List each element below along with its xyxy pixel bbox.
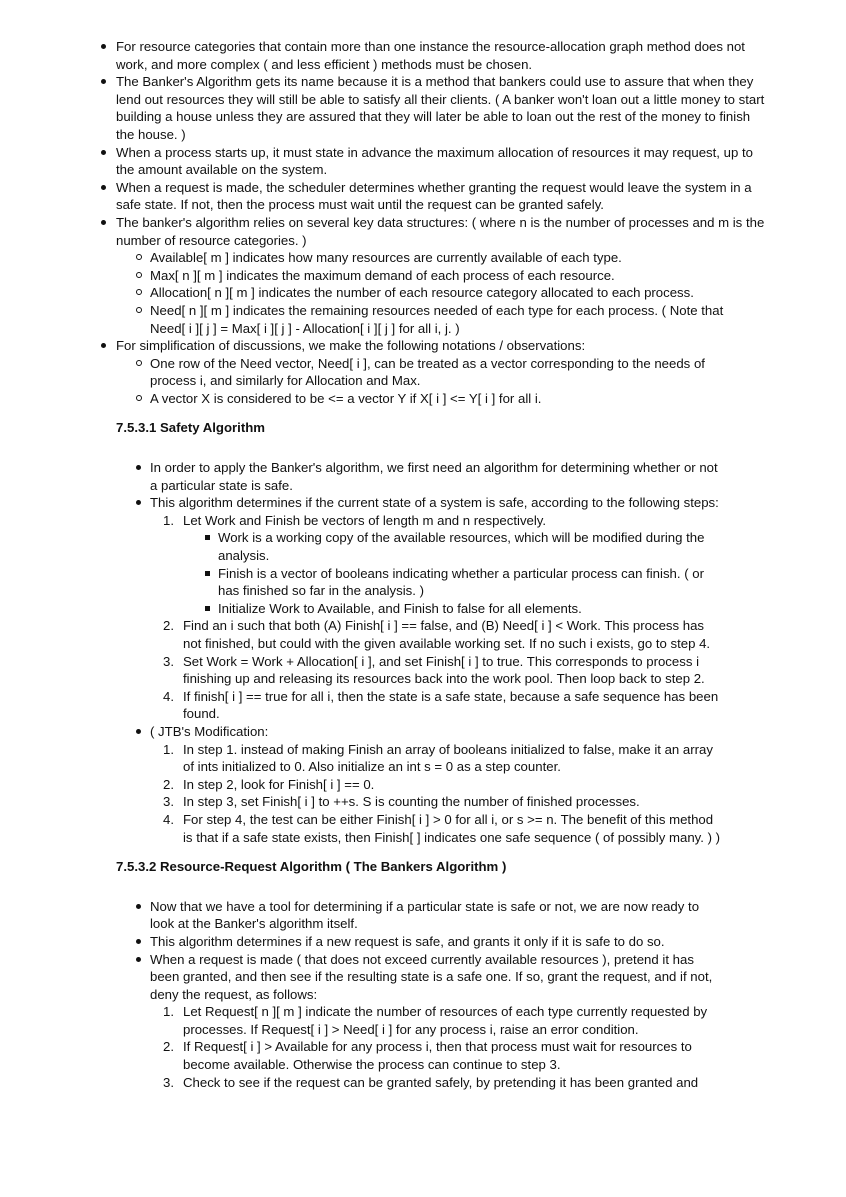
step-item [163, 1003, 723, 1038]
step-number: 3. [163, 1074, 174, 1090]
step-item [163, 617, 723, 652]
list-item: This algorithm determines if a new request is safe, and grants it only if it is safe to do so. [150, 933, 720, 951]
list-item: A vector X is considered to be <= a vector Y if X[ i ] <= Y[ i ] for all i. [150, 390, 740, 408]
step-number: 4. [163, 688, 174, 704]
data-structures-list [150, 249, 740, 337]
list-item: Allocation[ n ][ m ] indicates the number of each resource category allocated to each process. [150, 284, 740, 302]
step-text: Check to see if the request can be granted safely, by pretending it has been granted and [183, 1074, 699, 1090]
list-item: When a process starts up, it must state in advance the maximum allocation of resources it may request, up to the amount available on the system. [116, 144, 766, 179]
list-item: For resource categories that contain more than one instance the resource-allocation graph method does not work, and more complex ( and less efficient ) methods must be chosen. [116, 38, 766, 73]
list-item: In order to apply the Banker's algorithm, we first need an algorithm for determining whether or not a particular state is safe. [150, 459, 720, 494]
list-item [150, 951, 720, 1092]
step-text: Find an i such that both (A) Finish[ i ] == false, and (B) Need[ i ] < Work. This process has not finished, but could with the given available working set. If no such i exists, go to step 4. [183, 618, 711, 651]
list-item-text: The banker's algorithm relies on several key data structures: ( where n is the number of processes and m is the number of resource categories. ) [116, 214, 765, 248]
step-text: For step 4, the test can be either Finish[ i ] > 0 for all i, or s >= n. The benefit of this method is that if a safe state exists, then Finish[ ] indicates one safe sequence ( of possibly many. ) ) [183, 811, 721, 845]
notations-list [150, 355, 740, 408]
step-text: In step 2, look for Finish[ i ] == 0. [183, 776, 375, 792]
request-steps [163, 1003, 723, 1091]
list-item: Max[ n ][ m ] indicates the maximum demand of each process of each resource. [150, 267, 740, 285]
list-item: Need[ n ][ m ] indicates the remaining resources needed of each type for each process. ( Note that Need[ i ][ j ] = Max[ i ][ j ] - Allocation[ i ][ j ] for all i, j. ) [150, 302, 740, 337]
list-item [116, 214, 766, 337]
list-item-text: This algorithm determines if the current state of a system is safe, according to the following steps: [150, 495, 719, 511]
intro-list [116, 38, 766, 407]
step-number: 4. [163, 811, 174, 827]
step-text: Let Request[ n ][ m ] indicate the number of resources of each type currently requested by processes. If Request[ i ] > Need[ i ] for any process i, raise an error condition. [183, 1004, 708, 1037]
list-item [150, 494, 720, 723]
step-item [163, 688, 723, 723]
request-list [150, 898, 720, 1092]
step-text: Set Work = Work + Allocation[ i ], and set Finish[ i ] to true. This corresponds to process i finishing up and releasing its resources back into the work pool. Then loop back to step 2. [183, 653, 705, 687]
step-item [163, 1074, 723, 1092]
list-item: One row of the Need vector, Need[ i ], can be treated as a vector corresponding to the needs of process i, and similarly for Allocation and Max. [150, 355, 740, 390]
step-text: If Request[ i ] > Available for any process i, then that process must wait for resources to become available. Otherwise the process can continue to step 3. [183, 1039, 692, 1073]
section-heading-safety: 7.5.3.1 Safety Algorithm [116, 420, 266, 436]
step-item [163, 811, 723, 846]
step-number: 2. [163, 618, 174, 634]
step-item [163, 741, 723, 776]
list-item-text: For simplification of discussions, we make the following notations / observations: [116, 338, 586, 354]
list-item-text: ( JTB's Modification: [150, 723, 269, 739]
list-item: Work is a working copy of the available resources, which will be modified during the analysis. [218, 529, 723, 564]
list-item: Initialize Work to Available, and Finish to false for all elements. [218, 600, 723, 618]
step-item [163, 776, 723, 794]
step-item [163, 1038, 723, 1073]
step-number: 1. [163, 1004, 174, 1020]
list-item: Finish is a vector of booleans indicating whether a particular process can finish. ( or has finished so far in the analysis. ) [218, 565, 723, 600]
step-number: 2. [163, 1039, 174, 1055]
list-item: Now that we have a tool for determining if a particular state is safe or not, we are now ready to look at the Banker's algorithm itself. [150, 898, 720, 933]
list-item: The Banker's Algorithm gets its name because it is a method that bankers could use to assure that when they lend out resources they will still be able to satisfy all their clients. ( A banker won't loan out a little money to start building a house unless they are assured that they will later be able to loan out the rest of the money to finish the house. ) [116, 74, 765, 142]
safety-steps [163, 512, 723, 723]
list-item: Available[ m ] indicates how many resources are currently available of each type. [150, 249, 740, 267]
step-number: 2. [163, 776, 174, 792]
step-number: 1. [163, 512, 174, 528]
step-item [163, 793, 723, 811]
step-text: If finish[ i ] == true for all i, then the state is a safe state, because a safe sequence has been found. [183, 688, 719, 722]
list-item-text: When a request is made ( that does not exceed currently available resources ), pretend it has been granted, and then see if the resulting state is a safe one. If so, grant the request, and if not, deny the request, as follows: [150, 951, 713, 1002]
step1-sublist [218, 529, 723, 617]
list-item [116, 337, 766, 407]
safety-list [150, 459, 720, 846]
step-number: 1. [163, 741, 174, 757]
step-item [163, 512, 723, 618]
step-text: In step 1. instead of making Finish an array of booleans initialized to false, make it an array of ints initialized to 0. Also initialize an int s = 0 as a step counter. [183, 741, 713, 775]
list-item [150, 723, 720, 846]
list-item: When a request is made, the scheduler determines whether granting the request would leave the system in a safe state. If not, then the process must wait until the request can be granted safely. [116, 179, 766, 214]
step-number: 3. [163, 794, 174, 810]
section-heading-request: 7.5.3.2 Resource-Request Algorithm ( The Bankers Algorithm ) [116, 859, 507, 875]
step-item [163, 653, 723, 688]
step-text: In step 3, set Finish[ i ] to ++s. S is counting the number of finished processes. [183, 794, 640, 810]
step-number: 3. [163, 653, 174, 669]
document-page [0, 38, 846, 1091]
jtb-steps [163, 741, 723, 847]
step-text: Let Work and Finish be vectors of length m and n respectively. [183, 512, 547, 528]
